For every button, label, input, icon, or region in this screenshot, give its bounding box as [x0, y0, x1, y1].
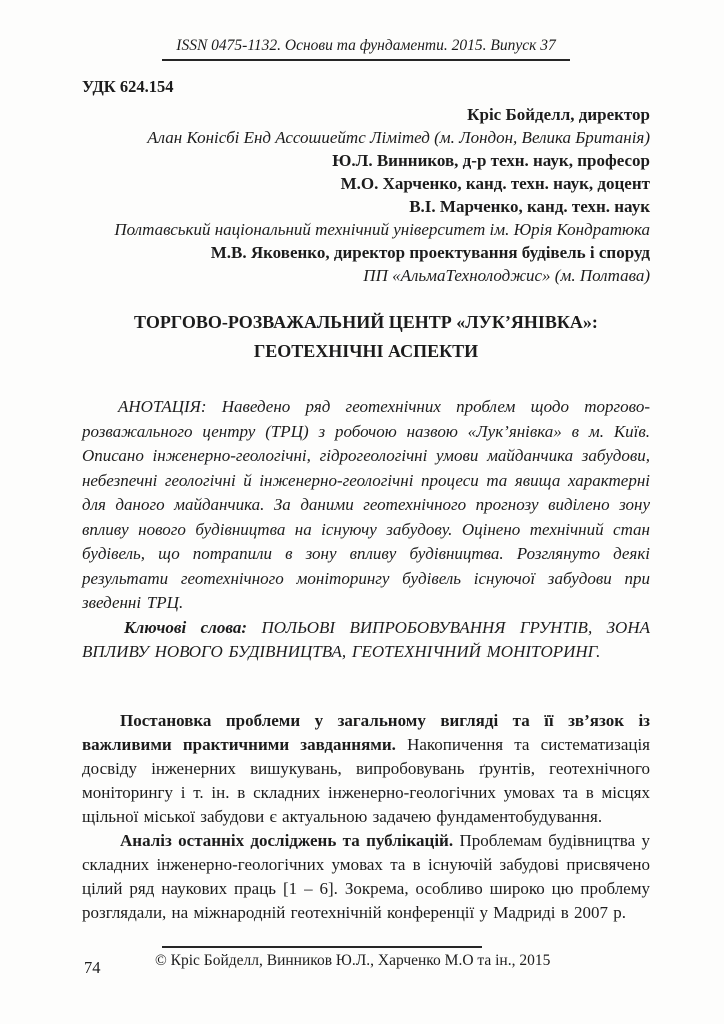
author-line: Кріс Бойделл, директор	[467, 105, 650, 124]
paragraph-lead: Аналіз останніх досліджень та публікацій.	[120, 830, 454, 850]
body-paragraph	[82, 709, 650, 829]
journal-header-text: ISSN 0475-1132. Основи та фундаменти. 2015. Випуск 37	[162, 36, 569, 61]
paragraph-lead: Постановка проблеми у загальному вигляді та її зв’язок із важливими практичними завданнями.	[82, 710, 650, 754]
body-paragraph	[82, 829, 650, 925]
paragraph-text: Накопичення та систематизація досвіду інженерних вишукувань, випробовувань ґрунтів, геотехнічного моніторингу і т. ін. в складних інженерно-геологічних умовах та в місцях щільної міської забудови є актуальною задачею фундаментобудування.	[82, 734, 650, 826]
affiliation-line: ПП «АльмаТехнолоджис» (м. Полтава)	[363, 266, 650, 285]
keywords-label: Ключові слова:	[124, 617, 248, 637]
udc-code: УДК 624.154	[82, 77, 174, 96]
affiliation-line: Алан Конісбі Енд Ассошиейтс Лімітед (м. Лондон, Велика Британія)	[147, 128, 650, 147]
keywords-paragraph	[82, 616, 650, 665]
article-title-line2: ГЕОТЕХНІЧНІ АСПЕКТИ	[253, 341, 479, 361]
author-line: Ю.Л. Винников, д-р техн. наук, професор	[332, 151, 650, 170]
keywords-text: ПОЛЬОВІ ВИПРОБОВУВАННЯ ГРУНТІВ, ЗОНА ВПЛИВУ НОВОГО БУДІВНИЦТВА, ГЕОТЕХНІЧНИЙ МОНІТОРИНГ.	[82, 617, 650, 661]
page-footer	[155, 946, 551, 971]
footer-rule	[162, 946, 482, 948]
paragraph-text: Проблемам будівництва у складних інженерно-геологічних умовах та в існуючій забудові присвячено цілий ряд наукових праць [1 – 6]. Зокрема, особливо широко цю проблему розглядали, на міжнародній геотехнічній конференції у Мадриді в 2007 р.	[82, 830, 650, 922]
article-title-line1: ТОРГОВО-РОЗВАЖАЛЬНИЙ ЦЕНТР «ЛУК’ЯНІВКА»:	[134, 312, 598, 332]
page-number: 74	[84, 958, 101, 977]
article-title	[82, 308, 650, 366]
journal-running-head	[82, 36, 650, 61]
affiliation-line: Полтавський національний технічний університет ім. Юрія Кондратюка	[114, 220, 650, 239]
author-block	[82, 103, 650, 287]
author-line: М.В. Яковенко, директор проектування будівель і споруд	[210, 243, 650, 262]
abstract-paragraph: АНОТАЦІЯ: Наведено ряд геотехнічних проблем щодо торгово-розважального центру (ТРЦ) з робочою назвою «Лук’янівка» в м. Київ. Описано інженерно-геологічні, гідрогеологічні умови майданчика забудови, небезпечні геологічні й інженерно-геологічні процеси та явища характерні для даного майданчика. За даними геотехнічного прогнозу виділено зону впливу нового будівництва на існуючу забудову. Оцінено технічний стан будівель, що потрапили в зону впливу будівництва. Розглянуто деякі результати геотехнічного моніторингу будівель існуючої забудови при зведенні ТРЦ.	[82, 397, 650, 612]
copyright-line: © Кріс Бойделл, Винников Ю.Л., Харченко М.О та ін., 2015	[155, 952, 551, 969]
author-line: М.О. Харченко, канд. техн. наук, доцент	[340, 174, 650, 193]
author-line: В.І. Марченко, канд. техн. наук	[409, 197, 650, 216]
